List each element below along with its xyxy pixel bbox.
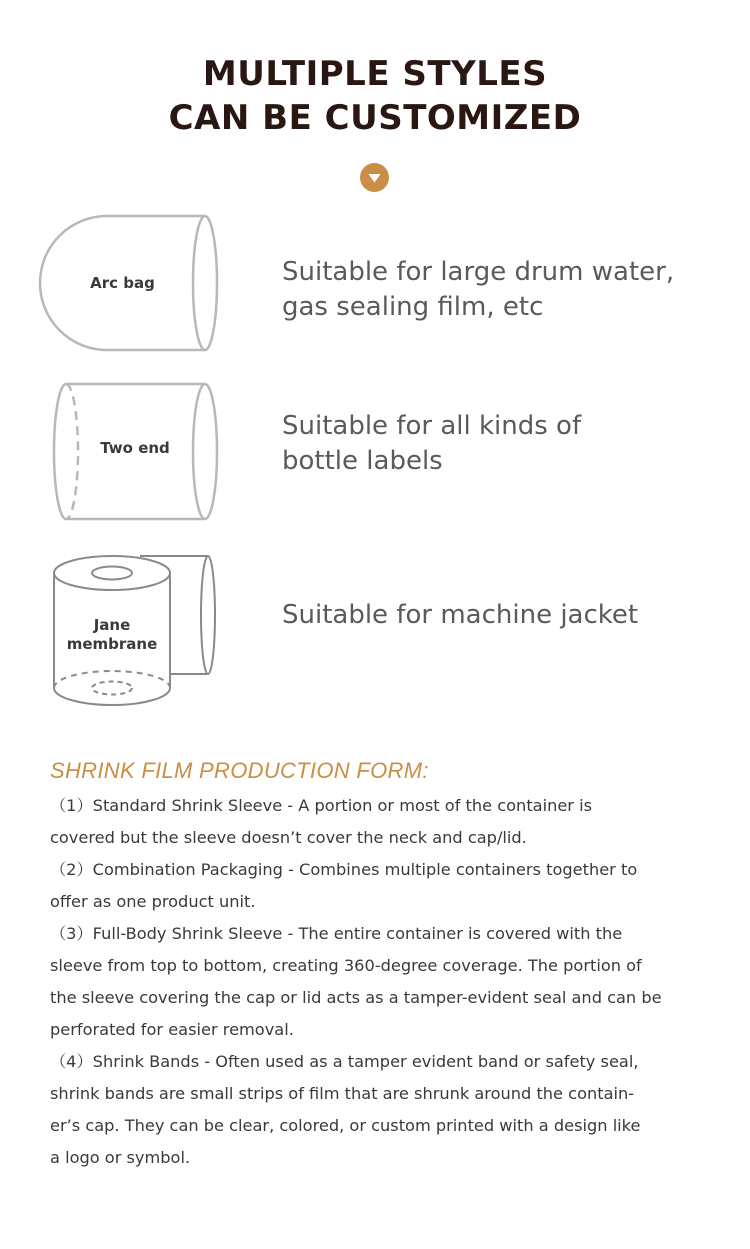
production-line: （4）Shrink Bands - Often used as a tamper evident band or safety seal, — [50, 1052, 639, 1071]
arc-bag-description-line-2: gas sealing film, etc — [282, 292, 544, 322]
production-line: sleeve from top to bottom, creating 360-degree coverage. The portion of — [50, 956, 642, 975]
production-line: er’s cap. They can be clear, colored, or custom printed with a design like — [50, 1116, 641, 1135]
production-line: perforated for easier removal. — [50, 1020, 294, 1039]
two-end-description-line-2: bottle labels — [282, 446, 443, 476]
two-end-description-line-1: Suitable for all kinds of — [282, 411, 582, 441]
jane-membrane-illustration — [30, 548, 240, 713]
page-title-line-2: CAN BE CUSTOMIZED — [168, 98, 582, 138]
production-line: covered but the sleeve doesn’t cover the neck and cap/lid. — [50, 828, 527, 847]
jane-membrane-label-line-2: membrane — [66, 635, 158, 653]
arc-bag-label: Arc bag — [90, 274, 155, 292]
production-line: a logo or symbol. — [50, 1148, 191, 1167]
production-line: （3）Full-Body Shrink Sleeve - The entire container is covered with the — [50, 924, 623, 943]
chevron-down-icon — [360, 163, 389, 192]
production-line: offer as one product unit. — [50, 892, 256, 911]
production-line: shrink bands are small strips of film that are shrunk around the contain- — [50, 1084, 635, 1103]
arc-bag-illustration — [30, 210, 240, 360]
two-end-label: Two end — [100, 439, 170, 457]
jane-membrane-label-line-1: Jane — [93, 616, 131, 634]
production-form-heading: SHRINK FILM PRODUCTION FORM: — [50, 758, 429, 783]
production-line: （1）Standard Shrink Sleeve - A portion or most of the container is — [50, 796, 593, 815]
page-title-line-1: MULTIPLE STYLES — [202, 54, 548, 94]
arc-bag-description-line-1: Suitable for large drum water, — [282, 257, 675, 287]
production-line: the sleeve covering the cap or lid acts as a tamper-evident seal and can be — [50, 988, 662, 1007]
jane-membrane-description: Suitable for machine jacket — [282, 600, 639, 630]
two-end-illustration — [30, 378, 240, 528]
production-line: （2）Combination Packaging - Combines multiple containers together to — [50, 860, 638, 879]
